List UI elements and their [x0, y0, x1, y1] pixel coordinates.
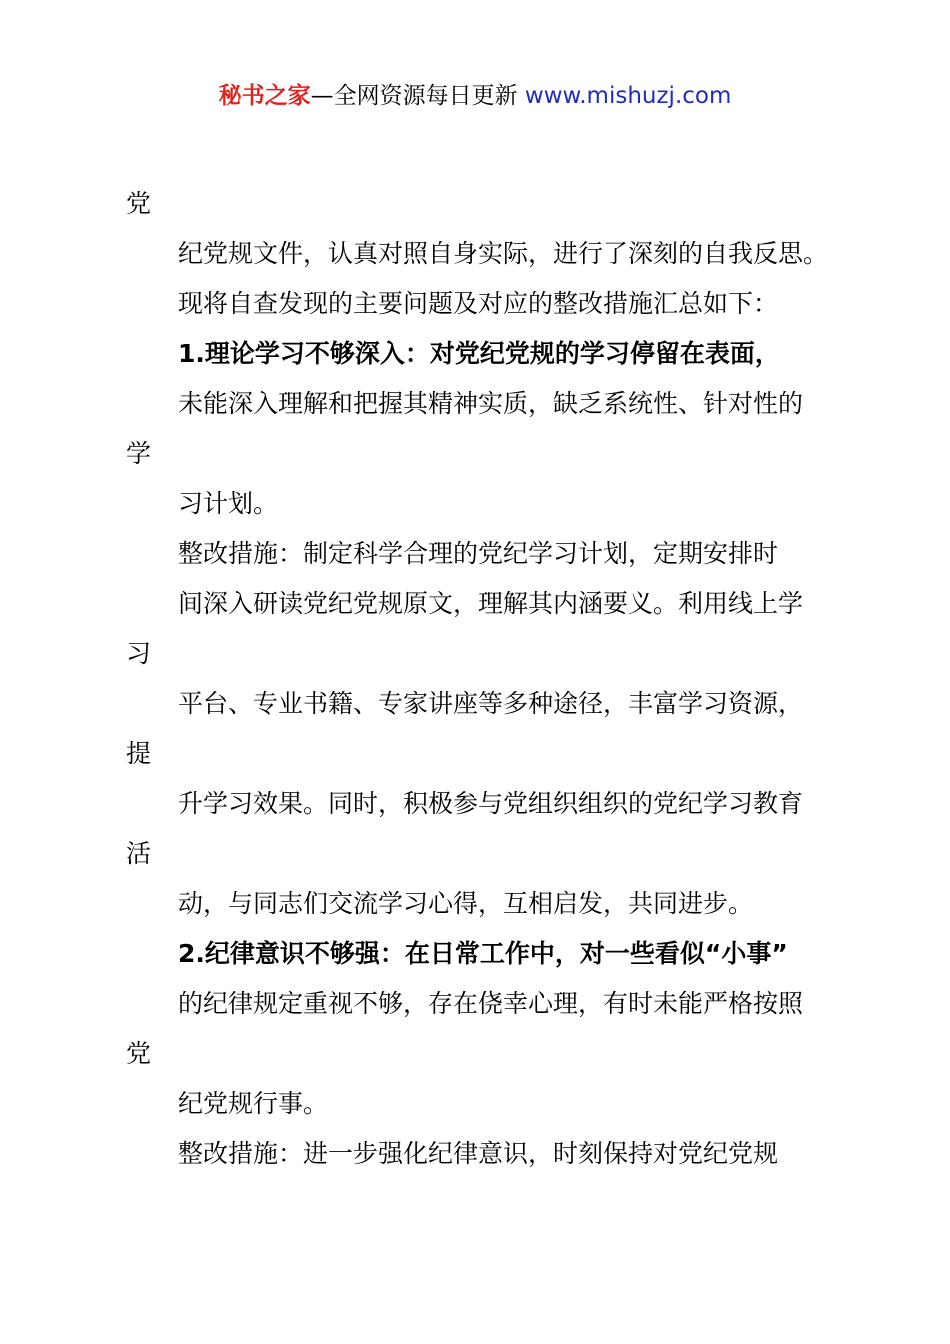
text-line: 整改措施：制定科学合理的党纪学习计划，定期安排时: [178, 539, 779, 568]
text-line: 纪党规文件，认真对照自身实际，进行了深刻的自我反思。: [178, 239, 829, 268]
text-line: 的纪律规定重视不够，存在侥幸心理，有时未能严格按照: [178, 989, 804, 1018]
text-line: 活: [126, 839, 152, 868]
text-line: 党: [126, 1039, 152, 1068]
section-heading: 1.理论学习不够深入：对党纪党规的学习停留在表面，: [178, 339, 780, 368]
text-line: 间深入研读党纪党规原文，理解其内涵要义。利用线上学: [178, 589, 804, 618]
text-line: 习计划。: [178, 489, 279, 518]
site-url-link[interactable]: www.mishuzj.com: [524, 83, 732, 109]
text-line: 升学习效果。同时，积极参与党组织组织的党纪学习教育: [178, 789, 804, 818]
text-line: 党: [126, 189, 152, 218]
text-line: 纪党规行事。: [178, 1089, 329, 1118]
text-line: 未能深入理解和把握其精神实质，缺乏系统性、针对性的: [178, 389, 804, 418]
text-line: 平台、专业书籍、专家讲座等多种途径，丰富学习资源，: [178, 689, 804, 718]
text-line: 动，与同志们交流学习心得，互相启发，共同进步。: [178, 889, 754, 918]
page-header: [0, 80, 950, 112]
site-brand: 秘书之家: [218, 83, 311, 109]
text-line: 现将自查发现的主要问题及对应的整改措施汇总如下：: [178, 289, 779, 318]
text-line: 学: [126, 439, 152, 468]
text-line: 整改措施：进一步强化纪律意识，时刻保持对党纪党规: [178, 1139, 779, 1168]
site-slogan: —全网资源每日更新: [310, 83, 518, 109]
text-line: 习: [126, 639, 152, 668]
text-line: 提: [126, 739, 152, 768]
section-heading: 2.纪律意识不够强：在日常工作中，对一些看似“小事”: [178, 939, 788, 968]
